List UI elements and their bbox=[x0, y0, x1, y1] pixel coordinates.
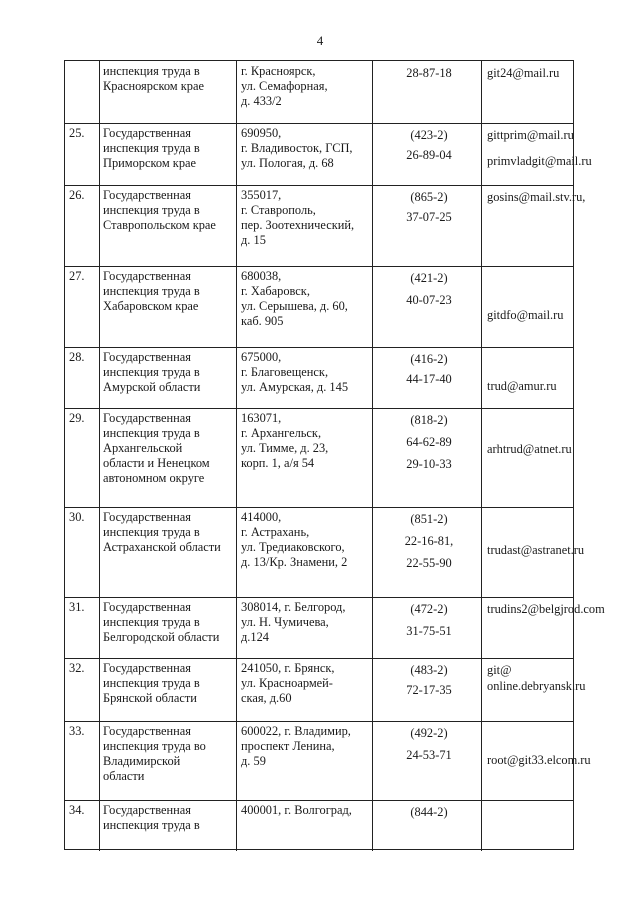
inspection-email bbox=[487, 190, 586, 205]
inspection-address-line: ул. Н. Чумичева, bbox=[241, 615, 329, 629]
inspection-address-line: д. 59 bbox=[241, 754, 266, 768]
inspection-name-line: инспекция труда в bbox=[103, 818, 200, 832]
inspection-address bbox=[241, 188, 371, 248]
inspection-address-line: 400001, г. Волгоград, bbox=[241, 803, 352, 817]
inspection-address-line: ская, д.60 bbox=[241, 691, 292, 705]
inspection-phone-line: (483-2) bbox=[410, 663, 448, 677]
row-divider bbox=[64, 721, 574, 722]
inspection-address bbox=[241, 269, 371, 329]
inspection-name-line: Амурской области bbox=[103, 380, 201, 394]
table-row bbox=[65, 800, 573, 851]
inspection-email-line: gitdfo@mail.ru bbox=[487, 308, 564, 322]
inspection-name-line: Государственная bbox=[103, 661, 191, 675]
inspection-address-line: д. 13/Кр. Знамени, 2 bbox=[241, 555, 348, 569]
inspection-address-line: ул. Амурская, д. 145 bbox=[241, 380, 349, 394]
inspection-name-line: Государственная bbox=[103, 600, 191, 614]
table-row bbox=[65, 597, 605, 658]
inspection-name-line: Архангельской bbox=[103, 441, 183, 455]
inspection-name bbox=[103, 269, 233, 314]
inspection-name-line: инспекция труда во bbox=[103, 739, 206, 753]
row-divider bbox=[64, 507, 574, 508]
inspection-name-line: инспекция труда в bbox=[103, 203, 200, 217]
inspection-email-line: gosins@mail.stv.ru, bbox=[487, 190, 586, 204]
inspection-name-line: инспекция труда в bbox=[103, 141, 200, 155]
inspection-phone bbox=[377, 128, 481, 163]
inspection-address-line: ул. Серышева, д. 60, bbox=[241, 299, 348, 313]
inspection-name bbox=[103, 510, 233, 555]
inspection-address-line: 600022, г. Владимир, bbox=[241, 724, 351, 738]
inspection-email bbox=[487, 308, 573, 323]
inspection-email-line: arhtrud@atnet.ru bbox=[487, 442, 572, 456]
row-number: 25. bbox=[69, 126, 85, 140]
table-row bbox=[65, 266, 573, 347]
inspection-name-line: Государственная bbox=[103, 724, 191, 738]
table-row bbox=[65, 185, 586, 266]
inspection-email-line: root@git33.elcom.ru bbox=[487, 753, 591, 767]
inspections-table bbox=[64, 60, 605, 850]
inspection-address bbox=[241, 803, 371, 818]
inspection-email bbox=[487, 442, 573, 457]
inspection-name-line: Приморском крае bbox=[103, 156, 197, 170]
inspection-address bbox=[241, 126, 371, 171]
row-number: 31. bbox=[69, 600, 85, 614]
inspection-name-line: Государственная bbox=[103, 411, 191, 425]
inspection-address-line: 308014, г. Белгород, bbox=[241, 600, 346, 614]
inspection-name-line: Государственная bbox=[103, 126, 191, 140]
row-divider bbox=[64, 266, 574, 267]
inspection-name bbox=[103, 188, 233, 233]
inspection-phone-line: 29-10-33 bbox=[406, 457, 452, 471]
inspection-email bbox=[487, 379, 573, 394]
inspection-email-line: gittprim@mail.ru bbox=[487, 128, 574, 142]
inspection-phone bbox=[377, 190, 481, 225]
inspection-phone-line: (865-2) bbox=[410, 190, 448, 204]
inspection-email bbox=[487, 663, 586, 694]
inspection-name bbox=[103, 600, 233, 645]
table-row bbox=[65, 123, 592, 185]
row-number: 33. bbox=[69, 724, 85, 738]
inspection-address bbox=[241, 724, 371, 769]
inspection-phone-line: (851-2) bbox=[410, 512, 448, 526]
inspection-email bbox=[487, 66, 573, 81]
inspection-name bbox=[103, 724, 233, 784]
inspection-phone-line: 22-55-90 bbox=[406, 556, 452, 570]
inspection-name-line: области и Ненецком bbox=[103, 456, 210, 470]
row-number: 26. bbox=[69, 188, 85, 202]
table-row bbox=[65, 61, 573, 123]
inspection-phone-line: 31-75-51 bbox=[406, 624, 452, 638]
inspection-phone-line: (818-2) bbox=[410, 413, 448, 427]
inspection-address-line: каб. 905 bbox=[241, 314, 284, 328]
inspection-phone bbox=[377, 805, 481, 820]
inspection-address-line: г. Владивосток, ГСП, bbox=[241, 141, 353, 155]
inspection-name bbox=[103, 350, 233, 395]
table-row bbox=[65, 408, 573, 507]
inspection-address-line: проспект Ленина, bbox=[241, 739, 335, 753]
row-number: 27. bbox=[69, 269, 85, 283]
inspection-phone-line: 44-17-40 bbox=[406, 372, 452, 386]
inspection-name-line: автономном округе bbox=[103, 471, 205, 485]
row-divider bbox=[64, 347, 574, 348]
inspection-phone-line: 37-07-25 bbox=[406, 210, 452, 224]
inspection-name-line: инспекция труда в bbox=[103, 365, 200, 379]
inspection-name-line: инспекция труда в bbox=[103, 64, 200, 78]
inspection-phone bbox=[377, 66, 481, 81]
inspection-phone-line: (421-2) bbox=[410, 271, 448, 285]
inspection-phone bbox=[377, 602, 481, 639]
inspection-address-line: д. 433/2 bbox=[241, 94, 282, 108]
inspection-address-line: г. Ставрополь, bbox=[241, 203, 316, 217]
inspection-name-line: инспекция труда в bbox=[103, 525, 200, 539]
inspection-email-line: primvladgit@mail.ru bbox=[487, 154, 592, 168]
inspection-email-line: git@ bbox=[487, 663, 512, 677]
inspection-address-line: д.124 bbox=[241, 630, 269, 644]
inspection-phone bbox=[377, 663, 481, 698]
inspection-phone-line: (844-2) bbox=[410, 805, 448, 819]
row-divider bbox=[64, 658, 574, 659]
inspection-address-line: ул. Тредиаковского, bbox=[241, 540, 345, 554]
inspection-name-line: Государственная bbox=[103, 510, 191, 524]
row-divider bbox=[64, 597, 574, 598]
inspection-name-line: Астраханской области bbox=[103, 540, 221, 554]
inspection-address-line: 163071, bbox=[241, 411, 282, 425]
table-row bbox=[65, 658, 586, 721]
inspection-phone-line: (492-2) bbox=[410, 726, 448, 740]
inspection-address-line: д. 15 bbox=[241, 233, 266, 247]
inspection-address-line: пер. Зоотехнический, bbox=[241, 218, 355, 232]
inspection-name-line: области bbox=[103, 769, 145, 783]
inspection-phone bbox=[377, 352, 481, 387]
inspection-name-line: Ставропольском крае bbox=[103, 218, 216, 232]
row-divider bbox=[64, 185, 574, 186]
row-divider bbox=[64, 123, 574, 124]
inspection-phone-line: 26-89-04 bbox=[406, 148, 452, 162]
inspection-phone-line: 28-87-18 bbox=[406, 66, 452, 80]
inspection-email bbox=[487, 602, 605, 617]
inspection-address-line: г. Астрахань, bbox=[241, 525, 310, 539]
inspection-address-line: г. Красноярск, bbox=[241, 64, 316, 78]
inspection-name-line: Государственная bbox=[103, 188, 191, 202]
inspection-address-line: корп. 1, а/я 54 bbox=[241, 456, 315, 470]
inspection-name-line: Государственная bbox=[103, 803, 191, 817]
inspection-address-line: ул. Семафорная, bbox=[241, 79, 328, 93]
inspection-phone-line: (416-2) bbox=[410, 352, 448, 366]
row-number: 30. bbox=[69, 510, 85, 524]
inspection-phone bbox=[377, 726, 481, 763]
table-row bbox=[65, 347, 573, 408]
inspection-phone-line: 64-62-89 bbox=[406, 435, 452, 449]
row-number: 29. bbox=[69, 411, 85, 425]
inspection-address-line: 675000, bbox=[241, 350, 282, 364]
inspection-phone-line: (472-2) bbox=[410, 602, 448, 616]
inspection-address-line: 680038, bbox=[241, 269, 282, 283]
inspection-phone bbox=[377, 271, 481, 308]
inspection-phone bbox=[377, 413, 481, 472]
inspection-address bbox=[241, 510, 371, 570]
inspection-name-line: Брянской области bbox=[103, 691, 197, 705]
table-row bbox=[65, 721, 591, 800]
inspection-name-line: Красноярском крае bbox=[103, 79, 204, 93]
page-number: 4 bbox=[316, 33, 324, 48]
inspection-name-line: инспекция труда в bbox=[103, 284, 200, 298]
row-divider bbox=[64, 408, 574, 409]
inspection-name-line: инспекция труда в bbox=[103, 676, 200, 690]
row-number: 34. bbox=[69, 803, 85, 817]
inspection-phone bbox=[377, 512, 481, 571]
inspection-address-line: 355017, bbox=[241, 188, 282, 202]
inspection-address-line: г. Хабаровск, bbox=[241, 284, 310, 298]
table-row bbox=[65, 507, 585, 597]
inspection-name bbox=[103, 803, 233, 833]
inspection-email bbox=[487, 543, 585, 558]
inspection-phone-line: 72-17-35 bbox=[406, 683, 452, 697]
inspection-address-line: ул. Красноармей- bbox=[241, 676, 333, 690]
inspection-email bbox=[487, 128, 592, 169]
row-number: 28. bbox=[69, 350, 85, 364]
inspection-phone-line: (423-2) bbox=[410, 128, 448, 142]
inspection-address bbox=[241, 661, 371, 706]
inspection-address-line: г. Благовещенск, bbox=[241, 365, 329, 379]
inspection-address bbox=[241, 64, 371, 109]
inspection-email-line: online.debryansk.ru bbox=[487, 679, 586, 693]
inspection-email-line: trudast@astranet.ru bbox=[487, 543, 585, 557]
inspection-email-line: trud@amur.ru bbox=[487, 379, 557, 393]
inspection-name bbox=[103, 64, 233, 94]
row-divider bbox=[64, 800, 574, 801]
inspection-name-line: Хабаровском крае bbox=[103, 299, 199, 313]
row-number: 32. bbox=[69, 661, 85, 675]
inspection-address-line: 690950, bbox=[241, 126, 282, 140]
inspection-address-line: 414000, bbox=[241, 510, 282, 524]
inspection-address-line: 241050, г. Брянск, bbox=[241, 661, 335, 675]
inspection-phone-line: 24-53-71 bbox=[406, 748, 452, 762]
inspection-phone-line: 22-16-81, bbox=[404, 534, 454, 548]
inspection-email-line: trudins2@belgjrod.com bbox=[487, 602, 605, 616]
inspection-email-line: git24@mail.ru bbox=[487, 66, 560, 80]
inspection-name-line: инспекция труда в bbox=[103, 426, 200, 440]
inspection-address-line: ул. Тимме, д. 23, bbox=[241, 441, 329, 455]
inspection-address bbox=[241, 411, 371, 471]
inspection-address bbox=[241, 600, 371, 645]
inspection-email bbox=[487, 753, 591, 768]
inspection-name-line: инспекция труда в bbox=[103, 615, 200, 629]
inspection-address-line: г. Архангельск, bbox=[241, 426, 322, 440]
inspection-name bbox=[103, 411, 233, 486]
inspection-name bbox=[103, 661, 233, 706]
inspection-phone-line: 40-07-23 bbox=[406, 293, 452, 307]
inspection-name-line: Государственная bbox=[103, 350, 191, 364]
inspection-name-line: Владимирской bbox=[103, 754, 181, 768]
inspection-name-line: Государственная bbox=[103, 269, 191, 283]
inspection-address-line: ул. Пологая, д. 68 bbox=[241, 156, 334, 170]
inspection-name-line: Белгородской области bbox=[103, 630, 220, 644]
inspection-address bbox=[241, 350, 371, 395]
inspection-name bbox=[103, 126, 233, 171]
